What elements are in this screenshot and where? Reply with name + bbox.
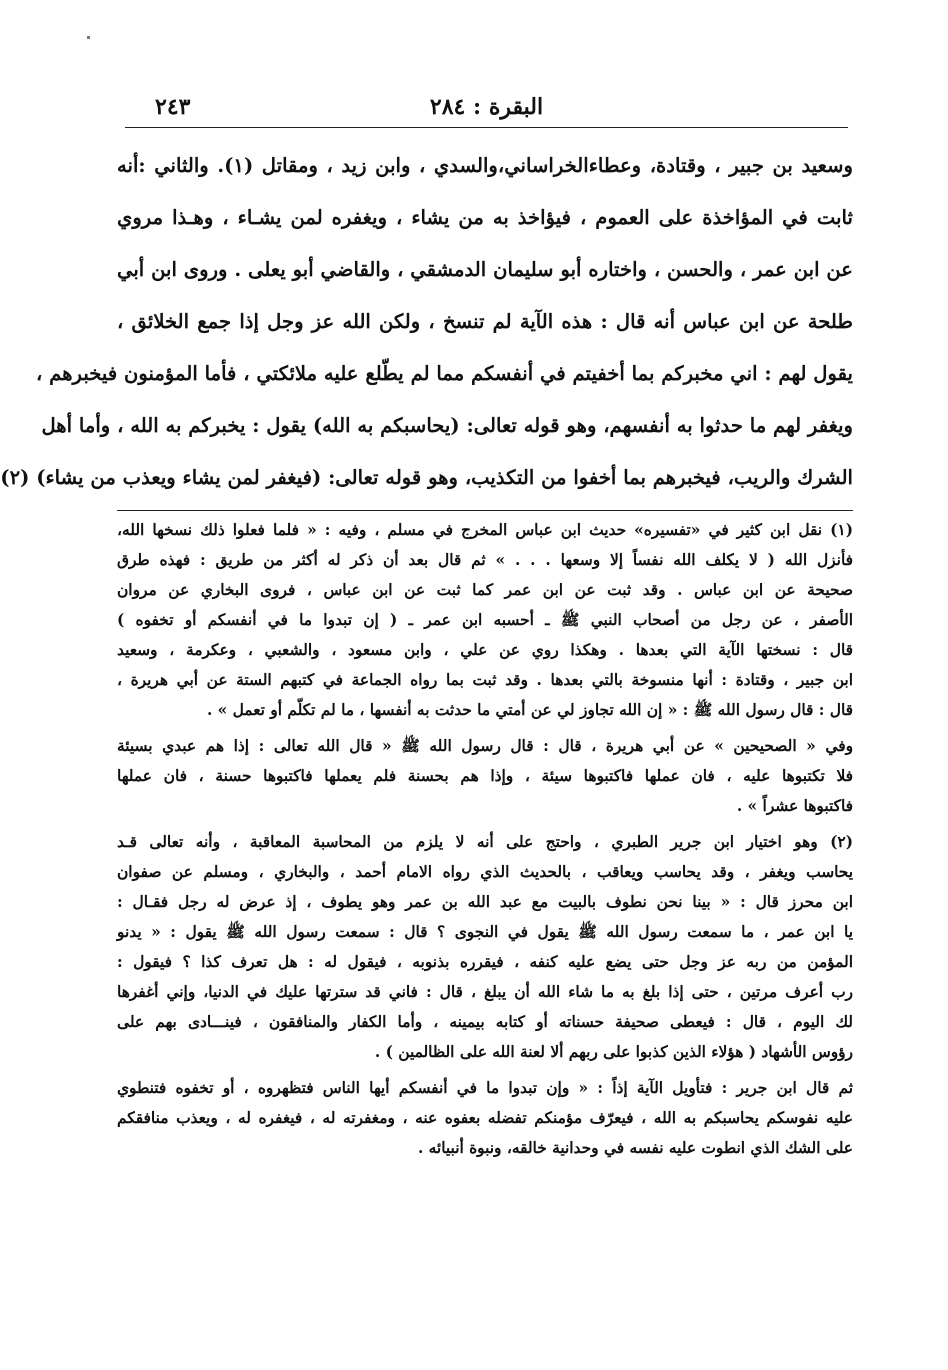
main-text-line: وسعيد بن جبير ، وقتادة، وعطاءالخراساني،والسدي ، وابن زيد ، ومقاتل (١). والثاني :أنه <box>117 154 853 177</box>
footnote-line: صحيحة عن ابن عباس . وقد ثبت عن ابن عمر كما ثبت عن ابن عباس ، فروى البخاري عن مروان <box>117 581 853 599</box>
main-text-line: الشرك والريب، فيخبرهم بما أخفوا من التكذيب، وهو قوله تعالى: (فيغفر لمن يشاء ويعذب من يشاء) (٢) <box>0 466 853 489</box>
scan-speck <box>87 36 90 39</box>
footnote-line: يحاسب ويغفر ، وقد يحاسب ويعاقب ، بالحديث الذي رواه الامام أحمد ، والبخاري ، ومسلم عن صفوان <box>117 863 853 881</box>
footnote-line: رؤوس الأشهاد ( هؤلاء الذين كذبوا على ربهم ألا لعنة الله على الظالمين ) . <box>374 1043 853 1061</box>
footnote-line: قال : نسختها الآية التي بعدها . وهكذا روي عن علي ، وابن مسعود ، والشعبي ، وعكرمة ، وسعيد <box>117 641 853 659</box>
header-rule <box>125 127 848 128</box>
footnote-line: الأصفر ، عن رجل من أصحاب النبي ﷺ ـ أحسبه ابن عمر ـ ( إن تبدوا ما في أنفسكم أو تخفوه ) <box>117 611 853 629</box>
main-text-line: ويغفر لهم ما حدثوا به أنفسهم، وهو قوله تعالى: (يحاسبكم به الله) يقول : يخبركم به الله ، وأما أهل <box>41 414 853 437</box>
main-text <box>0 140 853 504</box>
main-text-line: عن ابن عمر ، والحسن ، واختاره أبو سليمان الدمشقي ، والقاضي أبو يعلى . وروى ابن أبي <box>117 258 853 281</box>
main-text-line: يقول لهم : اني مخبركم بما أخفيتم في أنفسكم مما لم يطّلع عليه ملائكتي ، فأما المؤمنون فيخبرهم ، <box>36 362 853 385</box>
footnote-line: لك اليوم ، قال : فيعطى صحيفة حسناته أو كتابه بيمينه ، وأما الكفار والمنافقون ، فينـــادى بهم على <box>117 1013 853 1031</box>
footnote-line: رب أعرف مرتين ، حتى إذا بلغ به ما شاء الله أن يبلغ ، قال : فاني قد سترتها عليك في الدنيا، وإني أغفرها <box>117 983 853 1001</box>
footnote-line: ابن جبير ، وقتادة : أنها منسوخة بالتي بعدها . وقد ثبت بما رواه الجماعة في كتبهم الستة عن أبي هريرة ، <box>117 671 853 689</box>
footnote-line: (١) نقل ابن كثير في «تفسيره» حديث ابن عباس المخرج في مسلم ، وفيه : « فلما فعلوا ذلك نسخها الله، <box>117 521 853 539</box>
footnote-separator <box>117 510 853 511</box>
main-text-line: طلحة عن ابن عباس أنه قال : هذه الآية لم تنسخ ، ولكن الله عز وجل إذا جمع الخلائق ، <box>117 310 853 333</box>
footnote-line: على الشك الذي انطوت عليه نفسه في وحدانية خالقه، ونبوة أنبيائه . <box>417 1139 853 1157</box>
page-header <box>125 92 848 128</box>
footnote-line: فاكتبوها عشراً » . <box>736 797 853 815</box>
footnote-line: فأنزل الله ( لا يكلف الله نفساً إلا وسعها . . . » ثم قال بعد أن ذكر له أكثر من طريق : فهذه طرق <box>117 551 853 569</box>
footnote-line: عليه نفوسكم يحاسبكم به الله ، فيعرّف مؤمنكم تفضله بعفوه عنه ، ومغفرته له ، فيغفره له ، ويعذب منافقكم <box>117 1109 853 1127</box>
footnote-line: وفي « الصحيحين » عن أبي هريرة ، قال : قال رسول الله ﷺ « قال الله تعالى : إذا هم عبدي بسيئة <box>117 737 853 755</box>
footnote-line: قال : قال رسول الله ﷺ : « إن الله تجاوز لي عن أمتي ما حدثت به أنفسها ، ما لم تكلّم أو تعمل » . <box>206 701 853 719</box>
main-text-line: ثابت في المؤاخذة على العموم ، فيؤاخذ به من يشاء ، ويغفره لمن يشـاء ، وهـذا مروي <box>117 206 853 229</box>
footnotes <box>117 515 853 1163</box>
footnote-line: يا ابن عمر ، ما سمعت رسول الله ﷺ يقول في النجوى ؟ قال : سمعت رسول الله ﷺ يقول : « يدنو <box>117 923 853 941</box>
footnote-line: فلا تكتبوها عليه ، فان عملها فاكتبوها سيئة ، وإذا هم بحسنة فلم يعملها فاكتبوها حسنة ، فان عملها <box>117 767 854 785</box>
footnote-line: (٢) وهو اختيار ابن جرير الطبري ، واحتج على أنه لا يلزم من المحاسبة المعاقبة ، وأنه تعالى قـد <box>117 833 853 851</box>
footnote-line: ثم قال ابن جرير : فتأويل الآية إذاً : « وإن تبدوا ما في أنفسكم أيها الناس فتظهروه ، أو تخفوه فتنطوي <box>117 1079 853 1097</box>
footnote-line: المؤمن من ربه عز وجل حتى يضع عليه كنفه ، فيقرره بذنوبه ، فيقول له : هل تعرف كذا ؟ فيقول : <box>117 953 853 971</box>
page-number: ٢٤٣ <box>155 94 191 120</box>
running-title: البقرة : ٢٨٤ <box>429 94 544 120</box>
footnote-line: ابن محرز قال : « بينا نحن نطوف بالبيت مع عبد الله بن عمر وهو يطوف ، إذ عرض له رجل فقـال : <box>117 893 853 911</box>
